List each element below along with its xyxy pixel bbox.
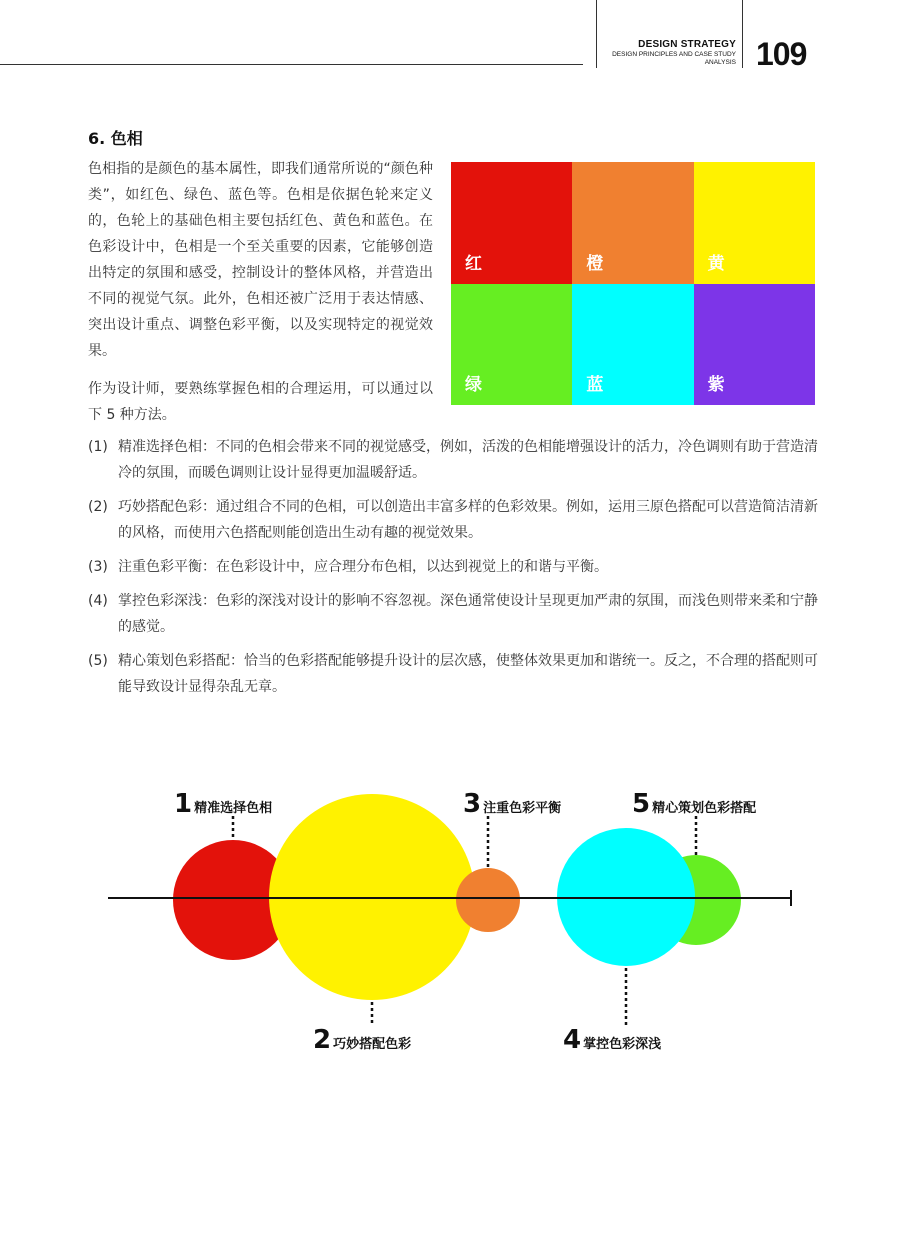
label-text: 巧妙搭配色彩 [333,1037,412,1052]
label-number: 3 [463,789,482,819]
list-text: 掌控色彩深浅：色彩的深浅对设计的影响不容忽视。深色通常使设计呈现更加严肃的氛围，而浅色则带来柔和宁静的感觉。 [118,593,818,635]
list-item [88,494,818,546]
header-divider-left [596,0,597,68]
label-number: 2 [313,1025,332,1055]
header-rule [0,64,583,65]
list-number: (4) [88,593,108,609]
diagram-label-5 [632,789,756,819]
list-item [88,588,818,640]
intro-paragraph: 色相指的是颜色的基本属性，即我们通常所说的“颜色种类”，如红色、绿色、蓝色等。色相是依据色轮来定义的，色轮上的基础色相主要包括红色、黄色和蓝色。在色彩设计中，色相是一个至关重要的因素，它能够创造出特定的氛围和感受，控制设计的整体风格，并营造出不同的视觉气氛。此外，色相还被广泛用于表达情感、突出设计重点、调整色彩平衡，以及实现特定的视觉效果。 [88,161,433,359]
diagram-label-1 [174,789,272,819]
swatch-label: 绿 [465,375,482,395]
swatch-label: 橙 [586,253,604,274]
swatch-purple [694,284,815,406]
methods-list [88,434,818,708]
running-header [612,40,736,66]
diagram-label-2 [313,1025,411,1055]
label-text: 精准选择色相 [194,801,273,816]
list-item [88,648,818,700]
list-item [88,554,818,580]
intro-paragraph-2: 作为设计师，要熟练掌握色相的合理运用，可以通过以下 5 种方法。 [88,381,433,423]
diagram-label-4 [563,1025,661,1055]
swatch-red [451,162,572,284]
hue-swatch-grid [451,162,815,405]
section-title: 6. 色相 [88,129,143,148]
page-number: 109 [756,36,807,72]
swatch-label: 紫 [707,375,725,395]
header-title: DESIGN STRATEGY [638,39,736,50]
swatch-blue [572,284,693,406]
header-subtitle-2: ANALYSIS [704,58,736,66]
list-text: 精准选择色相：不同的色相会带来不同的视觉感受，例如，活泼的色相能增强设计的活力，冷色调则有助于营造清冷的氛围，而暖色调则让设计显得更加温暖舒适。 [118,439,818,481]
label-text: 掌控色彩深浅 [583,1037,662,1052]
label-text: 精心策划色彩搭配 [652,801,757,816]
swatch-orange [572,162,693,284]
swatch-label: 蓝 [586,375,604,395]
list-item [88,434,818,486]
circle-orange [456,868,520,932]
swatch-green [451,284,572,406]
label-text: 注重色彩平衡 [483,801,562,816]
header-subtitle-1: DESIGN PRINCIPLES AND CASE STUDY [612,51,736,58]
list-text: 精心策划色彩搭配：恰当的色彩搭配能够提升设计的层次感，使整体效果更加和谐统一。反之，不合理的搭配则可能导致设计显得杂乱无章。 [118,653,818,695]
list-text: 巧妙搭配色彩：通过组合不同的色相，可以创造出丰富多样的色彩效果。例如，运用三原色搭配可以营造简洁清新的风格，而使用六色搭配则能创造出生动有趣的视觉效果。 [118,499,818,541]
list-number: (2) [88,499,108,515]
label-number: 4 [563,1025,582,1055]
list-text: 注重色彩平衡：在色彩设计中，应合理分布色相，以达到视觉上的和谐与平衡。 [118,559,608,575]
diagram-label-3 [463,789,561,819]
list-number: (1) [88,439,108,455]
label-number: 1 [174,789,193,819]
swatch-yellow [694,162,815,284]
list-number: (3) [88,559,108,575]
swatch-label: 黄 [707,253,725,274]
hue-balance-diagram [0,770,900,1090]
list-number: (5) [88,653,108,669]
header-divider-right [742,0,743,68]
label-number: 5 [632,789,651,819]
swatch-label: 红 [465,253,482,274]
